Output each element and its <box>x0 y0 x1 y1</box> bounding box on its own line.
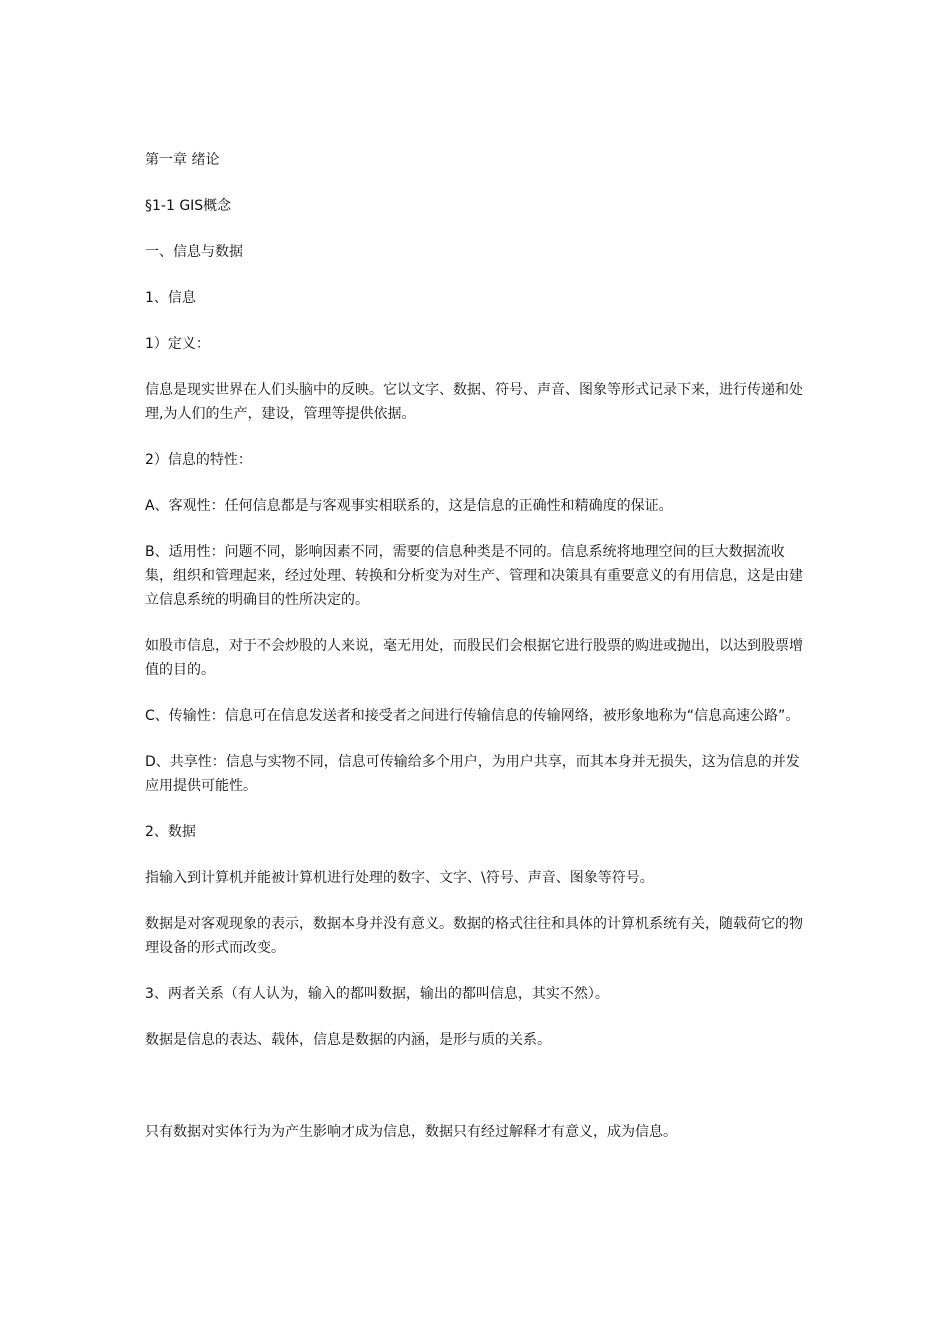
heading-info-data: 一、信息与数据 <box>145 244 243 260</box>
paragraph-conclusion: 只有数据对实体行为为产生影响才成为信息，数据只有经过解释才有意义，成为信息。 <box>145 1124 677 1140</box>
paragraph-stock-example: 如股市信息，对于不会炒股的人来说，毫无用处，而股民们会根据它进行股票的购进或抛出，以达到股票增值的目的。 <box>145 638 803 678</box>
subheading-data: 2、数据 <box>145 824 196 840</box>
subheading-info: 1、信息 <box>145 290 196 306</box>
paragraph-objectivity: A、客观性：任何信息都是与客观事实相联系的，这是信息的正确性和精确度的保证。 <box>145 498 673 514</box>
paragraph-sharing: D、共享性：信息与实物不同，信息可传输给多个用户，为用户共享，而其本身并无损失，这为信息的并发应用提供可能性。 <box>145 754 800 794</box>
document-body <box>145 148 810 1166</box>
subheading-definition: 1）定义： <box>145 336 210 352</box>
subheading-relationship: 3、两者关系（有人认为，输入的都叫数据，输出的都叫信息，其实不然）。 <box>145 986 609 1002</box>
paragraph-applicability: B、适用性：问题不同，影响因素不同，需要的信息种类是不同的。信息系统将地理空间的巨大数据流收集，组织和管理起来，经过处理、转换和分析变为对生产、管理和决策具有重要意义的有用信息，这是由建立信息系统的明确目的性所决定的。 <box>145 544 803 608</box>
subheading-properties: 2）信息的特性： <box>145 452 252 468</box>
chapter-title: 第一章 绪论 <box>145 152 220 168</box>
paragraph-data-definition: 指输入到计算机并能被计算机进行处理的数字、文字、\符号、声音、图象等符号。 <box>145 870 654 886</box>
paragraph-relationship: 数据是信息的表达、载体，信息是数据的内涵，是形与质的关系。 <box>145 1032 551 1048</box>
section-title: §1-1 GIS概念 <box>145 198 232 214</box>
paragraph-transmissibility: C、传输性：信息可在信息发送者和接受者之间进行传输信息的传输网络，被形象地称为“信息高速公路”。 <box>145 708 800 724</box>
paragraph-data-representation: 数据是对客观现象的表示，数据本身并没有意义。数据的格式往往和具体的计算机系统有关，随载荷它的物理设备的形式而改变。 <box>145 916 803 956</box>
blank-gap <box>145 1074 810 1120</box>
paragraph-definition: 信息是现实世界在人们头脑中的反映。它以文字、数据、符号、声音、图象等形式记录下来，进行传递和处理,为人们的生产，建设，管理等提供依据。 <box>145 382 803 422</box>
